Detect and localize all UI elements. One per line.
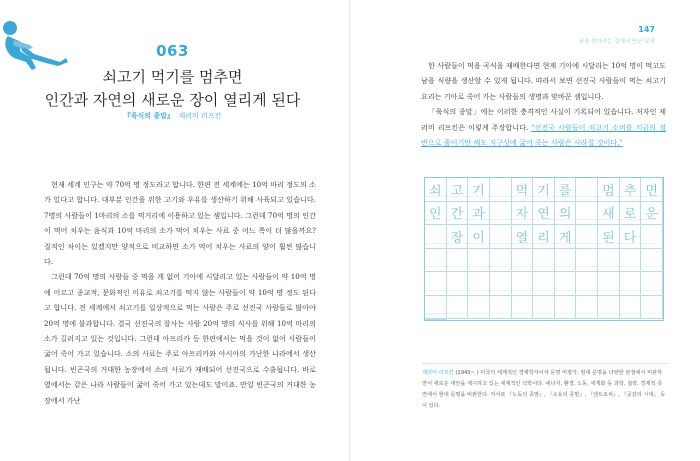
grid-cell[interactable] bbox=[641, 272, 663, 296]
title-line-2: 인간과 자연의 새로운 장이 열리게 된다 bbox=[44, 91, 301, 109]
left-body-text bbox=[44, 177, 316, 408]
grid-cell[interactable] bbox=[598, 296, 620, 320]
chapter-number: 063 bbox=[156, 42, 189, 60]
grid-cell[interactable]: 간 bbox=[447, 202, 469, 226]
grid-cell[interactable]: 쇠 bbox=[425, 178, 447, 202]
grid-cell[interactable] bbox=[425, 319, 447, 320]
grid-cell[interactable] bbox=[490, 296, 512, 320]
grid-cell[interactable] bbox=[425, 225, 447, 249]
grid-cell[interactable]: 새 bbox=[598, 202, 620, 226]
running-head: 꿈을 찾아가는 길에서 만난 문장 bbox=[578, 39, 655, 45]
grid-cell[interactable]: 과 bbox=[468, 202, 490, 226]
grid-cell[interactable] bbox=[576, 296, 598, 320]
title-line-1: 쇠고기 먹기를 멈추면 bbox=[102, 68, 243, 86]
grid-cell[interactable] bbox=[555, 272, 577, 296]
grid-cell[interactable] bbox=[576, 225, 598, 249]
grid-cell[interactable] bbox=[512, 296, 534, 320]
paragraph-text: 「육식의 종말」에는 이러한 충격적인 사실이 기록되어 있습니다. 저자인 제러미 리프킨은 이렇게 주장합니다. bbox=[421, 107, 666, 132]
grid-cell[interactable]: 리 bbox=[533, 225, 555, 249]
grid-cell[interactable]: 기 bbox=[468, 178, 490, 202]
grid-cell[interactable]: 추 bbox=[620, 178, 642, 202]
right-body-text bbox=[421, 58, 666, 150]
grid-cell[interactable] bbox=[490, 249, 512, 273]
page-gutter bbox=[349, 0, 351, 461]
grid-cell[interactable] bbox=[641, 225, 663, 249]
grid-cell[interactable] bbox=[468, 249, 490, 273]
grid-cell[interactable]: 게 bbox=[555, 225, 577, 249]
source-book: 『육식의 종말』 bbox=[123, 112, 174, 120]
grid-cell[interactable] bbox=[620, 272, 642, 296]
grid-cell[interactable]: 의 bbox=[555, 202, 577, 226]
grid-cell[interactable] bbox=[620, 249, 642, 273]
grid-cell[interactable]: 다 bbox=[620, 225, 642, 249]
grid-cell[interactable]: 자 bbox=[512, 202, 534, 226]
grid-cell[interactable] bbox=[576, 202, 598, 226]
grid-cell[interactable] bbox=[576, 249, 598, 273]
page-title bbox=[0, 66, 345, 112]
grid-cell[interactable]: 로 bbox=[620, 202, 642, 226]
grid-cell[interactable] bbox=[425, 296, 447, 320]
grid-cell[interactable] bbox=[598, 272, 620, 296]
grid-cell[interactable]: 기 bbox=[533, 178, 555, 202]
grid-cell[interactable] bbox=[533, 272, 555, 296]
grid-cell[interactable] bbox=[425, 249, 447, 273]
footnote-author-name: 제러미 리프킨 bbox=[422, 370, 454, 376]
grid-cell[interactable] bbox=[576, 178, 598, 202]
grid-cell[interactable] bbox=[447, 272, 469, 296]
grid-cell[interactable] bbox=[447, 296, 469, 320]
grid-cell[interactable] bbox=[555, 249, 577, 273]
grid-cell[interactable] bbox=[490, 202, 512, 226]
source-citation bbox=[0, 111, 345, 121]
grid-cell[interactable] bbox=[425, 272, 447, 296]
grid-cell[interactable] bbox=[512, 272, 534, 296]
grid-cell[interactable]: 먹 bbox=[512, 178, 534, 202]
page-number: 147 bbox=[638, 25, 655, 34]
paragraph-with-quote bbox=[421, 104, 666, 150]
grid-cell[interactable] bbox=[512, 249, 534, 273]
grid-cell[interactable]: 된 bbox=[598, 225, 620, 249]
paragraph: 한 사람들이 먹을 곡식을 재배한다면 현재 기아에 시달리는 10억 명이 먹고도 남을 식량을 생산할 수 있게 됩니다. 따라서 보면 선진국 사람들이 먹는 쇠고기 요리는 기아로 죽어 가는 사람들의 생명과 맞바꾼 셈입니다. bbox=[421, 61, 666, 101]
highlighted-quote: "선진국 사람들이 쇠고기 소비를 지금의 절반으로 줄이기만 해도 지구상에 굶어 죽는 사람은 사라질 것이다." bbox=[421, 122, 666, 148]
grid-cell[interactable] bbox=[533, 296, 555, 320]
paragraph: 현재 세계 인구는 약 70억 명 정도라고 합니다. 한편 전 세계에는 10억 마리 정도의 소가 있다고 합니다. 대부분 인간을 위한 고기와 우유를 생산하기 위해 사육되고 있습니다. 7명의 사람들이 1마리의 소를 먹거리에 이용하고 있는 셈입니다. 그런데 70억 명의 인간이 먹어 치우는 음식과 10억 마리의 소가 먹어 치우는 사료 중 어느 쪽이 더 많을까요? 질적인 차이는 있겠지만 양적으로 비교하면 소가 먹어 치우는 사료의 양이 훨씬 많습니다. bbox=[44, 180, 316, 267]
grid-cell[interactable] bbox=[490, 272, 512, 296]
grid-cell[interactable] bbox=[555, 296, 577, 320]
grid-cell[interactable] bbox=[490, 178, 512, 202]
paragraph: 그런데 70억 명의 사람들 중 먹을 게 없어 기아에 시달리고 있는 사람들이 약 10억 명에 이르고 종교적, 문화적인 이유로 쇠고기를 먹지 않는 사람들이 약 10억 명 정도 된다고 합니다. 전 세계에서 쇠고기를 일상적으로 먹는 사람은 주로 선진국 사람들로 많아야 20억 명에 불과합니다. 결국 선진국의 잘사는 사람 20억 명의 식사를 위해 10억 마리의 소가 길러지고 있는 것입니다. 그런데 아프리카 등 한편에서는 먹을 것이 없어 사람들이 굶어 죽어 가고 있습니다. 소의 사료는 주로 아프리카와 아시아의 가난한 나라에서 생산됩니다. 빈곤국의 거대한 농장에서 소의 사료가 재배되어 선진국으로 수출됩니다. 바로 옆에서는 같은 나라 사람들이 굶어 죽어 가고 있는데도 말이죠. 만일 빈곤국의 거대한 농장에서 가난 bbox=[44, 272, 316, 405]
grid-cell[interactable] bbox=[641, 296, 663, 320]
grid-cell[interactable]: 인 bbox=[425, 202, 447, 226]
grid-cell[interactable]: 운 bbox=[641, 202, 663, 226]
grid-cell[interactable]: 면 bbox=[641, 178, 663, 202]
grid-cell[interactable]: 열 bbox=[512, 225, 534, 249]
grid-cell[interactable] bbox=[447, 249, 469, 273]
grid-cell[interactable]: 장 bbox=[447, 225, 469, 249]
grid-cell[interactable] bbox=[468, 296, 490, 320]
grid-cell[interactable] bbox=[468, 272, 490, 296]
grid-cell[interactable]: 를 bbox=[555, 178, 577, 202]
writing-practice-grid[interactable] bbox=[424, 177, 664, 321]
grid-cell[interactable] bbox=[598, 249, 620, 273]
footnote-text: (1945~ ) 미국의 세계적인 경제학자이자 문명 비평가. 현대 문명을 다양한 관점에서 비판하면서 새로운 대안을 제시하고 있는 세계적인 석학이다. 에너지, 환경, 노동, 세계화 등 과학, 철학, 경제적 측면에서 현대 문명을 비판한다. 저서로 『노동의 종말』, 『소유의 종말』, 『엔트로피』, 『공감의 시대』 등이 있다. bbox=[422, 370, 666, 409]
grid-cell[interactable] bbox=[576, 272, 598, 296]
grid-cell[interactable] bbox=[641, 249, 663, 273]
grid-cell[interactable] bbox=[533, 249, 555, 273]
grid-cell[interactable]: 고 bbox=[447, 178, 469, 202]
grid-cell[interactable]: 이 bbox=[468, 225, 490, 249]
grid-cell[interactable]: 연 bbox=[533, 202, 555, 226]
grid-cell[interactable]: 멈 bbox=[598, 178, 620, 202]
grid-cell[interactable] bbox=[620, 296, 642, 320]
source-author: 제러미 리프킨 bbox=[178, 112, 222, 120]
author-footnote bbox=[422, 368, 667, 412]
footnote-divider bbox=[422, 363, 667, 364]
grid-cell[interactable] bbox=[490, 225, 512, 249]
